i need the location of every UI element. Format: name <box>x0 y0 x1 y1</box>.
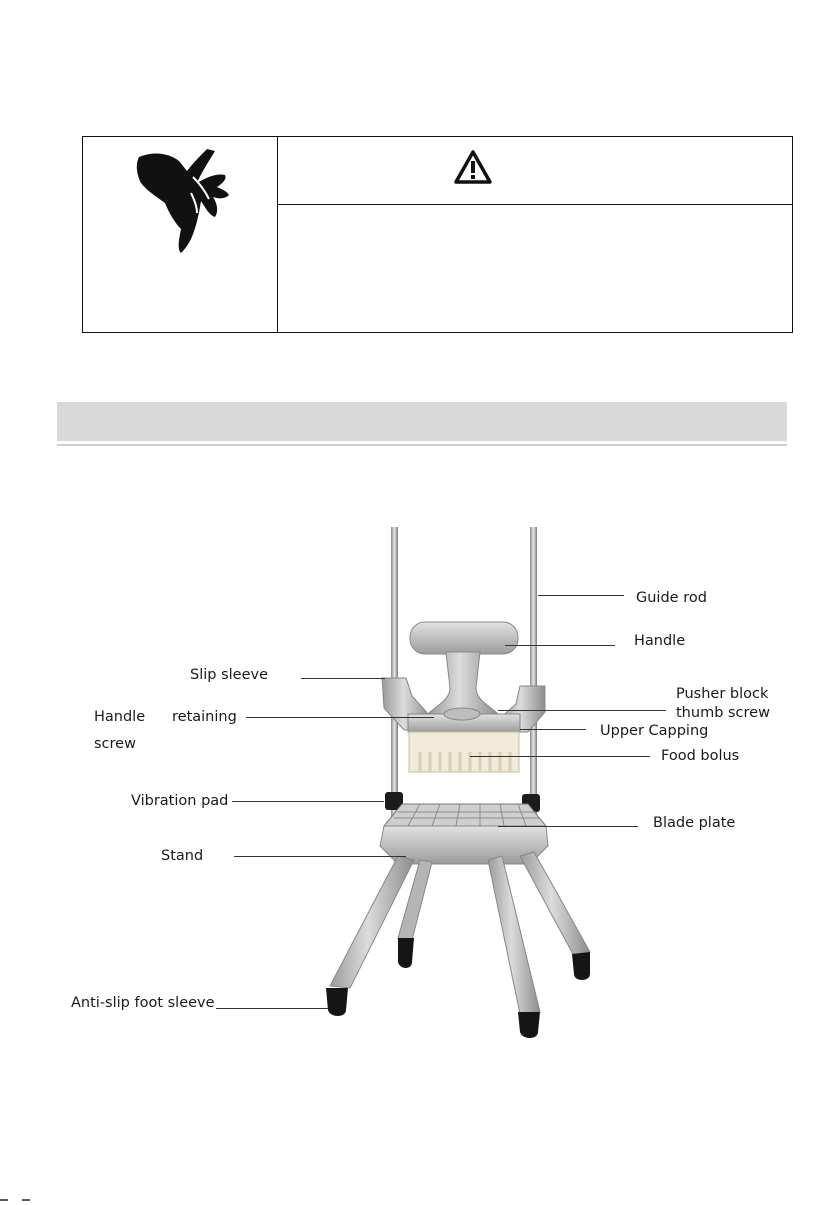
foot-back-left <box>398 938 414 968</box>
section-banner <box>57 402 787 441</box>
warning-triangle-icon <box>454 150 492 184</box>
leader-food-bolus <box>470 756 650 757</box>
handle-stem <box>428 652 498 714</box>
foot-front-left <box>326 988 348 1016</box>
label-guide-rod: Guide rod <box>636 590 707 606</box>
cutter-illustration <box>0 500 840 1060</box>
leg-front-right <box>488 856 540 1014</box>
label-pusher-block-1: Pusher block <box>676 686 769 702</box>
label-anti-slip: Anti-slip foot sleeve <box>71 995 215 1011</box>
label-vibration-pad: Vibration pad <box>131 793 229 809</box>
warning-header-cell <box>278 137 792 205</box>
page-edge-mark <box>0 1186 40 1190</box>
food-bolus <box>409 732 519 772</box>
hand-pinch-icon <box>135 143 235 255</box>
leader-upper-capping <box>520 729 586 730</box>
leader-stand <box>234 856 406 857</box>
label-stand: Stand <box>161 848 204 864</box>
leader-anti-slip <box>216 1008 328 1009</box>
label-handle-retaining-2: retaining <box>172 709 237 725</box>
leader-guide-rod <box>538 595 624 596</box>
leg-front-left <box>330 856 414 988</box>
leg-back-right <box>520 852 590 956</box>
guide-rod-right <box>530 527 537 825</box>
leader-handle-retaining <box>246 717 434 718</box>
leader-handle <box>505 645 615 646</box>
product-diagram <box>0 500 840 1060</box>
leader-blade-plate <box>498 826 638 827</box>
section-divider <box>57 444 787 446</box>
label-pusher-block-2: thumb screw <box>676 705 770 721</box>
label-handle-retaining-3: screw <box>94 736 136 752</box>
leader-pusher-block <box>498 710 666 711</box>
leader-vibration-pad <box>232 801 384 802</box>
warning-icon-cell <box>83 137 278 332</box>
warning-table <box>82 136 793 333</box>
label-food-bolus: Food bolus <box>661 748 740 764</box>
handle-bar <box>410 622 518 654</box>
label-handle: Handle <box>634 633 686 649</box>
label-handle-retaining-1: Handle <box>94 709 146 725</box>
guide-rod-left <box>391 527 398 825</box>
warning-body-cell <box>278 205 792 332</box>
label-slip-sleeve: Slip sleeve <box>190 667 269 683</box>
label-upper-capping: Upper Capping <box>600 723 709 739</box>
leader-slip-sleeve <box>301 678 385 679</box>
foot-front-right <box>518 1012 540 1038</box>
label-blade-plate: Blade plate <box>653 815 736 831</box>
foot-back-right <box>572 952 590 980</box>
